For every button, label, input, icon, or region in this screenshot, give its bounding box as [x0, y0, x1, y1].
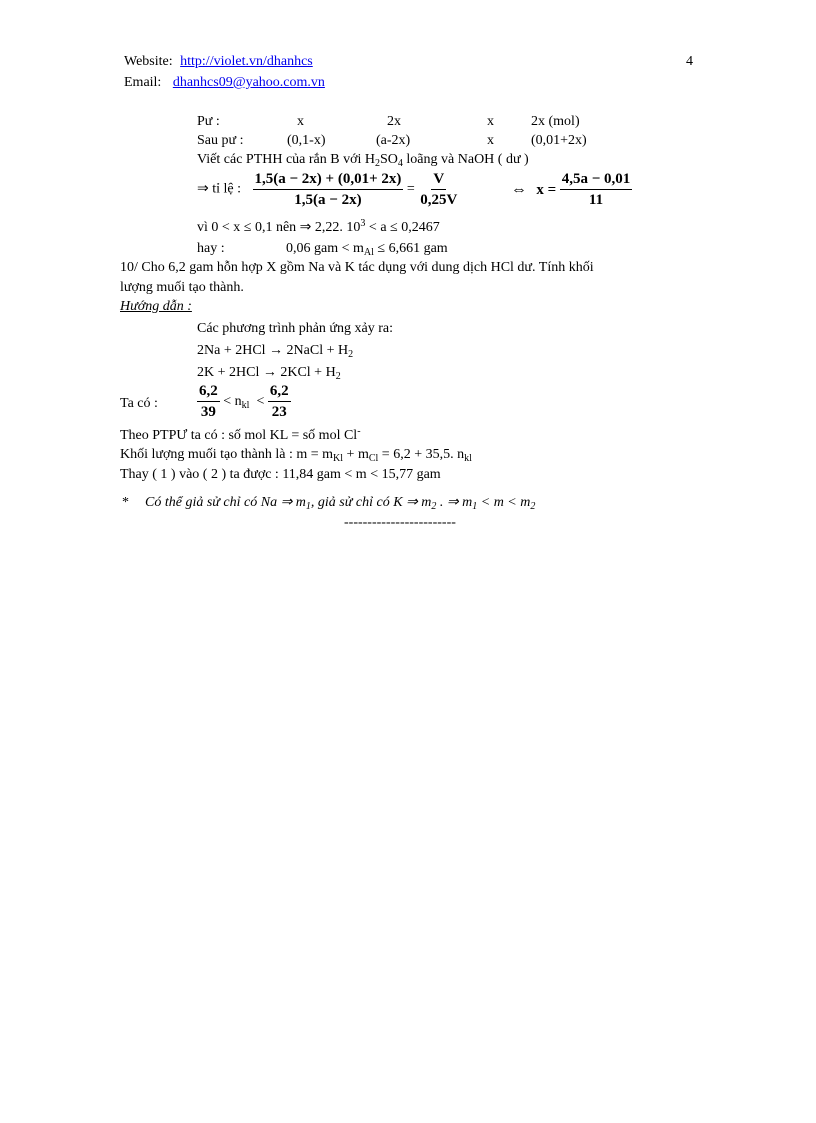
fraction: $\frac{1,5(a - 2x) + (0,01+ 2x)}{1,5(a - 2x)}$ — [254, 171, 402, 208]
fraction: $\frac{V}{0,25V}$ — [420, 171, 458, 208]
fraction: $\frac{6,2}{23}$ — [269, 383, 289, 420]
table-cell: (a-2x) — [376, 133, 411, 148]
table-cell: x — [297, 114, 304, 129]
fraction: $\frac{6,2}{39}$ — [199, 383, 218, 420]
table-cell: 2x — [387, 114, 401, 129]
table-cell: Sau pư : — [197, 133, 244, 148]
text-line: Theo PTPƯ ta có : số mol KL = số mol Cl- — [120, 426, 361, 443]
equation-line: $2K + 2HCl \to 2KCl + H_2$ — [197, 365, 341, 382]
note-line: Có thể giả sử chỉ có Na ⇒ $m_1$, giả sử chỉ có K ⇒ $m_2$ . ⇒ $m_1 < m < m_2$ — [145, 495, 536, 512]
table-cell: x — [487, 114, 494, 129]
ti-le-label: ⇒ tỉ lệ : — [197, 181, 242, 197]
page-number: 4 — [686, 54, 693, 69]
table-cell: 2x (mol) — [531, 114, 580, 129]
separator: ------------------------ — [344, 515, 456, 530]
ta-co-label: Ta có : — [120, 396, 158, 411]
table-cell: (0,01+2x) — [531, 133, 587, 148]
question-10: 10/ Cho 6,2 gam hỗn hợp X gồm Na và K tác dụng với dung dịch HCl dư. Tính khối — [120, 260, 594, 275]
website-label: Website: — [124, 54, 173, 69]
huong-dan-heading: Hướng dẫn : — [120, 299, 192, 314]
website-link[interactable]: http://violet.vn/dhanhcs — [180, 54, 313, 69]
table-cell: Pư : — [197, 114, 220, 129]
fraction: $\frac{4,5a - 0,01}{11}$ — [561, 171, 631, 208]
text-line: Viết các PTHH của rắn B với $H_2SO_4$ loãng và NaOH ( dư ) — [197, 152, 529, 169]
text-line: Thay ( 1 ) vào ( 2 ) ta được : 11,84 gam < m < 15,77 gam — [120, 467, 441, 482]
star-bullet: * — [122, 495, 129, 510]
equation-line: 2Na + 2HCl → 2NaCl + $H_2$ — [197, 343, 354, 360]
website-line — [124, 53, 313, 71]
inequality: $\frac{6,2}{39}$ < $n_{kl}$ < $\frac{6,2}{23}$ — [199, 383, 289, 420]
question-10-cont: lượng muối tạo thành. — [120, 280, 244, 295]
table-cell: (0,1-x) — [287, 133, 326, 148]
email-link[interactable]: dhanhcs09@yahoo.com.vn — [172, 75, 325, 90]
text-line: vì 0 < x ≤ 0,1 nên ⇒ 2,22. $10^3 < a \le 0,2467$ — [197, 218, 440, 235]
email-line — [124, 74, 325, 92]
text-line: hay : — [197, 241, 225, 256]
text-line: 0,06 gam < $m_{Al} \le 6,661$ gam — [286, 241, 448, 258]
table-cell: x — [487, 133, 494, 148]
email-label: Email: — [124, 75, 162, 90]
text-line: Khối lượng muối tạo thành là : $m = m_{Kl} + m_{Cl} = 6,2 + 35,5$. $n_{kl}$ — [120, 447, 472, 464]
text-line: Các phương trình phản ứng xảy ra: — [197, 321, 393, 336]
ratio-formula: ⇒ tỉ lệ : $\frac{1,5(a - 2x) + (0,01+ 2x)}{1,5(a - 2x)}$ = $\frac{V}{0,25V}$ ⇔ x = $\frac{4,5a - 0,01}{11}$ — [197, 171, 631, 208]
